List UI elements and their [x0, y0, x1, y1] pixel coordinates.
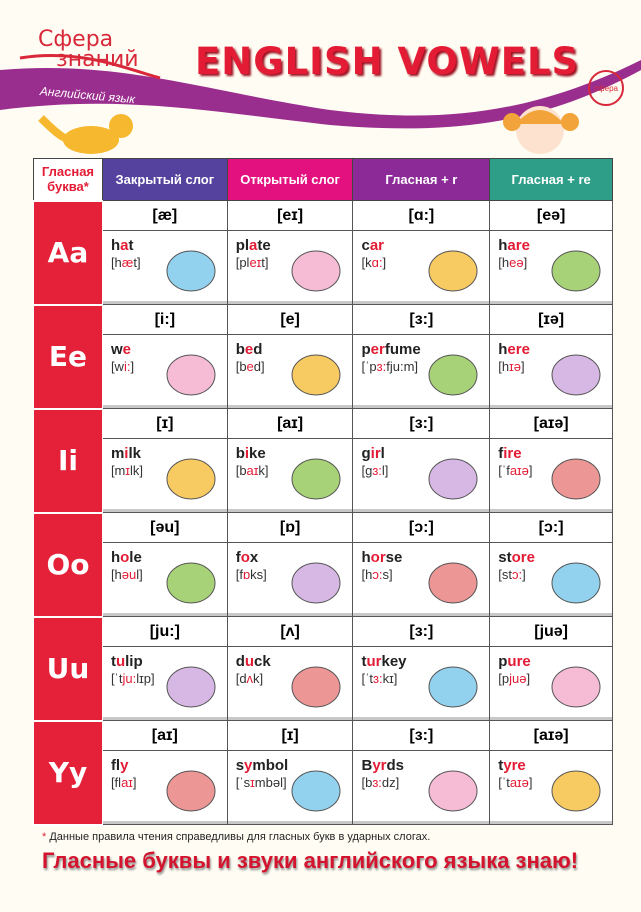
word-part: h [110, 237, 121, 254]
transcription-vowel: əu [121, 567, 137, 582]
transcription-part: ] [130, 359, 135, 374]
word-part: lk [128, 445, 141, 462]
vowel-letter: Yy [34, 721, 103, 825]
vowel-cell [227, 409, 353, 513]
word-part: le [129, 549, 142, 566]
transcription-part: [h [110, 255, 122, 270]
transcription-vowel: ɑ: [371, 255, 383, 270]
transcription-part: [k [361, 255, 372, 270]
word-part: s [235, 757, 245, 774]
transcription-part: t] [133, 255, 141, 270]
word-part: h [498, 341, 508, 358]
transcription-part: fju:m] [386, 359, 419, 374]
word-part: l [380, 445, 385, 462]
word-vowel: er [370, 341, 385, 358]
map-flag-picture [548, 349, 604, 399]
word-vowel: u [244, 653, 255, 670]
word-vowel: ore [511, 549, 535, 566]
transcription-part: [f [235, 567, 243, 582]
sound-symbol: [əu] [103, 513, 227, 543]
vowel-cell [490, 201, 613, 305]
transcription-part: kɪ] [382, 671, 398, 686]
word-part: pl [235, 237, 250, 254]
vowel-cell [353, 201, 490, 305]
word-part: b [235, 445, 245, 462]
brand-line-2: знаний [56, 47, 139, 72]
transcription-part: [pl [235, 255, 250, 270]
sound-symbol: [ɪ] [228, 721, 353, 751]
sound-symbol: [aɪ] [228, 409, 353, 439]
transcription-part: [ˈt [110, 671, 123, 686]
column-header: Гласная + re [490, 159, 613, 201]
column-header: Открытый слог [227, 159, 353, 201]
transcription-vowel: ɪ [250, 775, 255, 790]
word-part: mbol [252, 757, 289, 774]
example [490, 335, 612, 408]
word-part: t [128, 237, 134, 254]
cat-illustration [36, 108, 136, 160]
example [490, 231, 612, 304]
word-part: h [498, 237, 508, 254]
example [490, 543, 612, 616]
word-vowel: ure [507, 653, 531, 670]
transcription-vowel: eɪ [249, 255, 262, 270]
bed-picture [288, 349, 344, 399]
transcription-vowel: ɪə [509, 359, 521, 374]
transcription-part: [ˈp [361, 359, 377, 374]
table-row [34, 305, 613, 409]
transcription-part: l] [136, 567, 143, 582]
word-part: te [257, 237, 271, 254]
word-vowel: e [244, 341, 254, 358]
sound-symbol: [ɜ:] [353, 409, 489, 439]
tulip-picture [163, 661, 219, 711]
bike-picture [288, 453, 344, 503]
vowel-cell [102, 513, 227, 617]
children-picture [163, 349, 219, 399]
transcription-part: [h [498, 359, 510, 374]
sound-symbol: [ɜ:] [353, 617, 489, 647]
vowel-cell [227, 305, 353, 409]
word-part: x [249, 549, 259, 566]
vowel-letter: Ee [34, 305, 103, 409]
sound-symbol: [i:] [103, 305, 227, 335]
transcription-vowel: aɪə [509, 463, 529, 478]
sound-symbol: [ɑ:] [353, 201, 489, 231]
column-header: Гласная буква* [34, 159, 103, 201]
vowel-cell [353, 305, 490, 409]
sound-symbol: [ɔ:] [490, 513, 612, 543]
word-vowel: ire [503, 445, 522, 462]
vowel-cell [227, 721, 353, 825]
transcription-part: ] [132, 775, 137, 790]
girl-picture [425, 453, 481, 503]
transcription-vowel: ɜ: [376, 359, 387, 374]
footnote [42, 831, 430, 843]
sound-symbol: [ɪə] [490, 305, 612, 335]
transcription-vowel: æ [121, 255, 134, 270]
word-part: h [361, 549, 371, 566]
example [490, 647, 612, 720]
word-part: h [110, 549, 121, 566]
fox-picture [288, 557, 344, 607]
example [228, 335, 353, 408]
word-part: p [498, 653, 508, 670]
transcription-part: [m [110, 463, 126, 478]
transcription-vowel: aɪə [509, 775, 529, 790]
transcription-part: k] [258, 463, 269, 478]
sound-symbol: [ɔ:] [353, 513, 489, 543]
transcription-part: lɪp] [136, 671, 155, 686]
transcription-vowel: ɒ [242, 567, 251, 582]
word-part: ke [249, 445, 266, 462]
word-vowel: y [120, 757, 129, 774]
word-vowel: or [370, 549, 386, 566]
word-part: g [361, 445, 371, 462]
sound-symbol: [æ] [103, 201, 227, 231]
sound-symbol: [ɪ] [103, 409, 227, 439]
transcription-part: ] [528, 463, 533, 478]
transcription-part: l] [381, 463, 389, 478]
slogan: Гласные буквы и звуки английского языка знаю! [42, 848, 579, 873]
word-vowel: ur [366, 653, 382, 670]
sound-symbol: [ɜ:] [353, 721, 489, 751]
girl-illustration [490, 100, 600, 160]
sound-symbol: [aɪə] [490, 721, 612, 751]
example [353, 231, 489, 304]
sound-symbol: [ʌ] [228, 617, 353, 647]
example [103, 231, 227, 304]
transcription-part: d] [253, 359, 265, 374]
vowel-cell [490, 409, 613, 513]
transcription-part: [h [498, 255, 510, 270]
milk-picture [163, 453, 219, 503]
word-vowel: e [122, 341, 131, 358]
transcription-part: [b [361, 775, 373, 790]
word-part: key [381, 653, 407, 670]
car-picture [425, 245, 481, 295]
publisher-logo: сфера [588, 70, 624, 106]
example [228, 751, 353, 824]
transcription-vowel: juə [509, 671, 527, 686]
transcription-part: s] [382, 567, 393, 582]
brand-line-1: Сфера [38, 27, 114, 52]
vowel-cell [227, 617, 353, 721]
vowel-cell [102, 721, 227, 825]
example [103, 543, 227, 616]
word-vowel: o [120, 549, 130, 566]
transcription-vowel: eə [509, 255, 524, 270]
example [353, 751, 489, 824]
transcription-part: [b [235, 463, 247, 478]
word-part: c [361, 237, 370, 254]
vowel-cell [490, 305, 613, 409]
page-title: ENGLISH VOWELS [195, 40, 580, 83]
word-part: m [110, 445, 125, 462]
transcription-part: t] [261, 255, 269, 270]
example [490, 751, 612, 824]
transcription-part: ks] [250, 567, 267, 582]
word-vowel: yre [503, 757, 526, 774]
fly-picture [163, 765, 219, 815]
word-part: lip [125, 653, 143, 670]
phone-symbol-picture [288, 765, 344, 815]
word-part: f [235, 549, 241, 566]
example [353, 439, 489, 512]
transcription-part: dz] [381, 775, 400, 790]
transcription-part: [p [498, 671, 510, 686]
transcription-part: ] [526, 671, 531, 686]
example [228, 231, 353, 304]
example [103, 335, 227, 408]
duck-picture [288, 661, 344, 711]
word-part: fl [110, 757, 121, 774]
sound-symbol: [ɒ] [228, 513, 353, 543]
vowel-cell [227, 513, 353, 617]
word-part: fume [384, 341, 421, 358]
example [228, 647, 353, 720]
transcription-vowel: ɜ: [372, 463, 382, 478]
word-part: b [235, 341, 245, 358]
transcription-part: ] [528, 775, 533, 790]
transcription-part: [ˈf [498, 463, 510, 478]
sound-symbol: [eɪ] [228, 201, 353, 231]
footnote-text: Данные правила чтения справедливы для гласных букв в ударных слогах. [46, 831, 431, 843]
transcription-part: mbəl] [254, 775, 287, 790]
fire-picture [548, 453, 604, 503]
word-vowel: are [507, 237, 530, 254]
vowel-cell [490, 513, 613, 617]
transcription-part: [h [110, 567, 122, 582]
word-vowel: ar [369, 237, 385, 254]
sound-symbol: [e] [228, 305, 353, 335]
example [353, 335, 489, 408]
sound-symbol: [juə] [490, 617, 612, 647]
word-part: w [110, 341, 123, 358]
transcription-part: [ˈt [498, 775, 510, 790]
transcription-part: [h [361, 567, 373, 582]
transcription-vowel: ɔ: [511, 567, 523, 582]
word-part: p [361, 341, 371, 358]
word-vowel: yr [372, 757, 387, 774]
transcription-vowel: aɪ [246, 463, 259, 478]
table-header-row [34, 159, 613, 201]
vowel-cell [102, 409, 227, 513]
transcription-part: k] [253, 671, 264, 686]
word-vowel: i [244, 445, 250, 462]
hole-picture [163, 557, 219, 607]
vowel-cell [353, 617, 490, 721]
transcription-vowel: ɜ: [373, 671, 383, 686]
word-part: st [498, 549, 512, 566]
perfume-picture [425, 349, 481, 399]
table-row [34, 721, 613, 825]
sound-symbol: [ɜ:] [353, 305, 489, 335]
hare-picture [548, 245, 604, 295]
example [103, 647, 227, 720]
word-part: se [385, 549, 403, 566]
vowel-cell [353, 513, 490, 617]
vowel-cell [102, 201, 227, 305]
transcription-part: lk] [130, 463, 144, 478]
word-vowel: a [120, 237, 129, 254]
vowel-letter: Ii [34, 409, 103, 513]
vowel-letter: Aa [34, 201, 103, 305]
word-part: t [361, 653, 367, 670]
word-vowel: u [115, 653, 126, 670]
sound-symbol: [ju:] [103, 617, 227, 647]
vowel-cell [490, 721, 613, 825]
transcription-part: [fl [110, 775, 122, 790]
table-row [34, 617, 613, 721]
vowel-cell [102, 617, 227, 721]
vowel-cell [353, 409, 490, 513]
word-part: B [361, 757, 373, 774]
bottle-picture [548, 661, 604, 711]
table-row [34, 201, 613, 305]
transcription-part: [b [235, 359, 247, 374]
transcription-vowel: ɜ: [372, 775, 382, 790]
vowel-cell [490, 617, 613, 721]
transcription-vowel: ju: [122, 671, 137, 686]
word-part: ds [386, 757, 405, 774]
example [103, 751, 227, 824]
word-vowel: a [249, 237, 258, 254]
sound-symbol: [eə] [490, 201, 612, 231]
hat-picture [163, 245, 219, 295]
table-row [34, 409, 613, 513]
word-part: t [110, 653, 116, 670]
example [228, 439, 353, 512]
word-part: f [498, 445, 504, 462]
transcription-vowel: ʌ [246, 671, 254, 686]
word-part: t [498, 757, 504, 774]
vowel-cell [102, 305, 227, 409]
brand-logo [38, 27, 139, 72]
transcription-vowel: ɔ: [372, 567, 383, 582]
tyre-picture [548, 765, 604, 815]
vowel-cell [353, 721, 490, 825]
word-vowel: ir [370, 445, 381, 462]
example [228, 543, 353, 616]
transcription-vowel: ɪ [125, 463, 131, 478]
word-vowel: i [124, 445, 129, 462]
vowel-cell [227, 201, 353, 305]
store-picture [548, 557, 604, 607]
transcription-vowel: aɪ [121, 775, 133, 790]
plate-picture [288, 245, 344, 295]
example [353, 543, 489, 616]
transcription-part: [d [235, 671, 247, 686]
transcription-part: [w [110, 359, 124, 374]
turkey-picture [425, 661, 481, 711]
word-vowel: o [240, 549, 250, 566]
transcription-vowel: e [246, 359, 254, 374]
table-row [34, 513, 613, 617]
transcription-part: [st [498, 567, 512, 582]
word-vowel: ere [507, 341, 530, 358]
word-part: d [253, 341, 263, 358]
transcription-part: ] [523, 255, 528, 270]
vowels-table [33, 158, 613, 826]
example [353, 647, 489, 720]
column-header: Гласная + r [353, 159, 490, 201]
word-part: d [235, 653, 245, 670]
footnote-star: * [42, 831, 47, 843]
example [103, 439, 227, 512]
sound-symbol: [aɪə] [490, 409, 612, 439]
horse-picture [425, 557, 481, 607]
transcription-part: [ˈt [361, 671, 374, 686]
column-header: Закрытый слог [102, 159, 227, 201]
transcription-vowel: i: [123, 359, 131, 374]
vowel-letter: Uu [34, 617, 103, 721]
transcription-part: ] [520, 359, 525, 374]
transcription-part: ] [522, 567, 526, 582]
family-picture [425, 765, 481, 815]
word-vowel: y [244, 757, 253, 774]
sound-symbol: [aɪ] [103, 721, 227, 751]
example [490, 439, 612, 512]
transcription-part: [ˈs [235, 775, 251, 790]
word-part: ck [254, 653, 271, 670]
transcription-part: ] [382, 255, 387, 270]
vowel-letter: Oo [34, 513, 103, 617]
subject-label: Английский язык [39, 84, 136, 107]
transcription-part: [g [361, 463, 373, 478]
